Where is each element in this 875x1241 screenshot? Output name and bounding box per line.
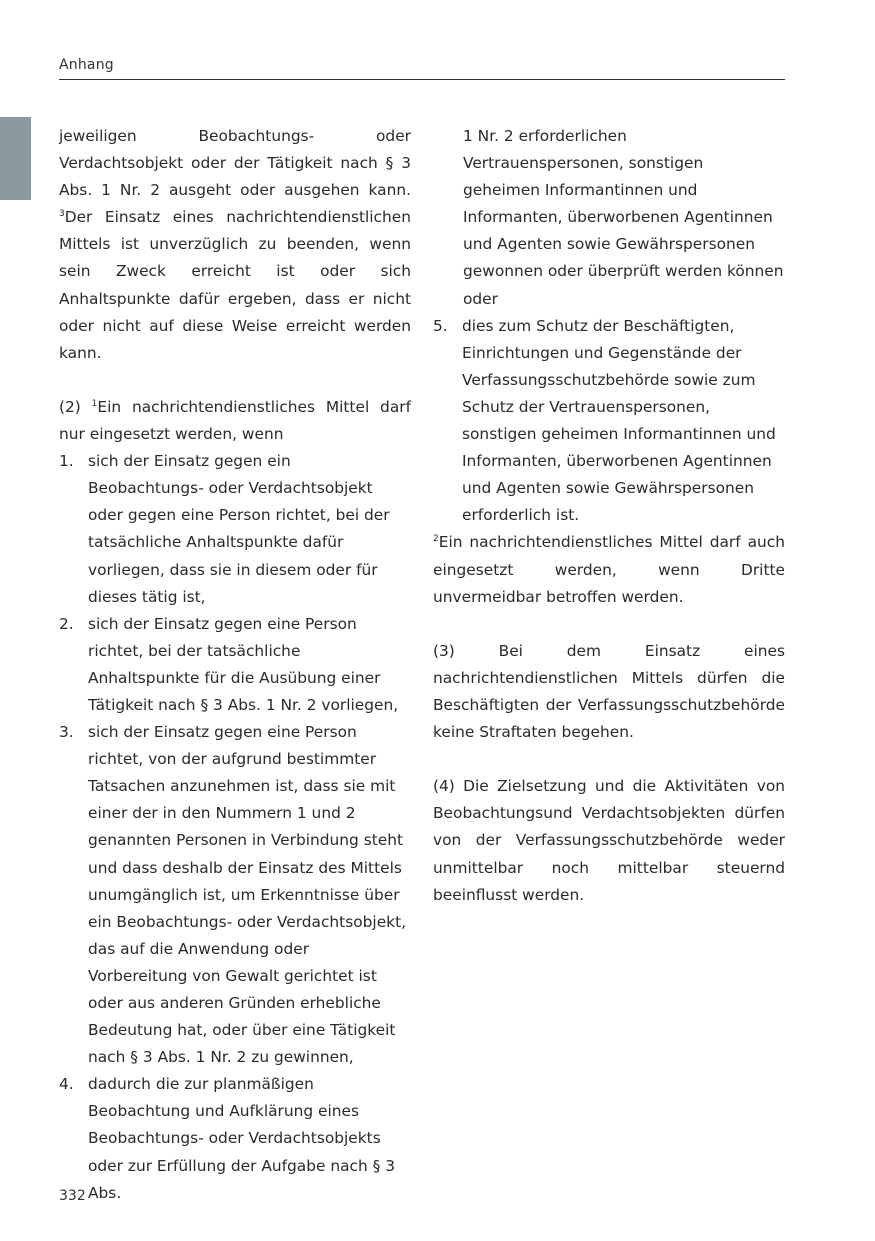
- text-segment: Ein nachrichtendienstliches Mittel darf auch eingesetzt werden, wenn Dritte unvermeidbar betroffen werden.: [433, 533, 785, 606]
- list-item: [59, 448, 411, 611]
- list-item-text: dies zum Schutz der Beschäftigten, Einrichtungen und Gegenstände der Verfassungsschutzbehörde sowie zum Schutz der Vertrauenspersonen, sonstigen geheimen Informantinnen und Informanten, überworbenen Agentinnen und Agenten sowie Gewährspersonen erforderlich ist.: [462, 316, 776, 525]
- list-item: [59, 611, 411, 719]
- paragraph-2-intro: [59, 394, 411, 448]
- paragraph-3: (3) Bei dem Einsatz eines nachrichtendienstlichen Mittels dürfen die Beschäftigten der Verfassungsschutzbehörde keine Straftaten begehen.: [433, 641, 785, 742]
- list-item-number: 2.: [59, 614, 74, 633]
- paragraph-gap: [433, 611, 785, 638]
- section-title: Anhang: [59, 57, 114, 73]
- page-number: 332: [59, 1188, 86, 1204]
- text-segment: Der Einsatz eines nachrichtendienstlichen Mittels ist unverzüglich zu beenden, wenn sein Zweck erreicht ist oder sich Anhaltspunkte dafür ergeben, dass er nicht oder nicht auf diese Weise erreicht werden kann.: [59, 208, 411, 362]
- page-header: [59, 56, 785, 74]
- sentence-2: [433, 529, 785, 610]
- sentence-number: 2: [433, 534, 439, 545]
- header-divider: [59, 79, 785, 80]
- list-item-text: sich der Einsatz gegen eine Person richtet, von der aufgrund bestimmter Tatsachen anzunehmen ist, dass sie mit einer der in den Nummern 1 und 2 genannten Personen in Verbindung steht und dass deshalb der Einsatz des Mittels unumgänglich ist, um Erkenntnisse über ein Beobachtungs- oder Verdachtsobjekt, das auf die Anwendung oder Vorbereitung von Gewalt gerichtet ist oder aus anderen Gründen erhebliche Bedeutung hat, oder über eine Tätigkeit nach § 3 Abs. 1 Nr. 2 zu gewinnen,: [88, 723, 407, 1067]
- list-item-text: dadurch die zur planmäßigen Beobachtung und Aufklärung eines Beobachtungs- oder Verdachtsobjekts oder zur Erfüllung der Aufgabe nach § 3 Abs.: [88, 1075, 396, 1202]
- chapter-tab-marker: [0, 117, 31, 200]
- paragraph-gap: [59, 367, 411, 394]
- sentence-number: 1: [91, 398, 98, 409]
- list-item: [59, 1071, 411, 1206]
- right-column: [433, 123, 785, 909]
- paragraph-gap: [433, 746, 785, 773]
- list-item: [433, 313, 785, 530]
- list-item-number: 5.: [433, 316, 448, 335]
- list-item-continuation: 1 Nr. 2 erforderlichen Vertrauenspersonen, sonstigen geheimen Informantinnen und Informanten, überworbenen Agentinnen und Agenten sowie Gewährspersonen gewonnen oder überprüft werden können oder: [463, 127, 784, 308]
- list-item-number: 4.: [59, 1075, 74, 1094]
- left-column: [59, 123, 411, 1207]
- paragraph-continuation: [59, 123, 411, 367]
- sentence-number: 3: [59, 209, 65, 220]
- paragraph-4: (4) Die Zielsetzung und die Aktivitäten von Beobachtungsund Verdachtsobjekten dürfen von der Verfassungsschutzbehörde weder unmittelbar noch mittelbar steuernd beeinflusst werden.: [433, 777, 785, 904]
- list-item-number: 3.: [59, 723, 74, 742]
- list-item-text: sich der Einsatz gegen eine Person richtet, bei der tatsächliche Anhaltspunkte für die Ausübung einer Tätigkeit nach § 3 Abs. 1 Nr. 2 vorliegen,: [88, 614, 399, 714]
- text-segment: Ein nachrichtendienstliches Mittel darf nur eingesetzt werden, wenn: [59, 397, 411, 444]
- list-item: [59, 719, 411, 1071]
- paragraph-number: (2): [59, 397, 92, 416]
- list-item-number: 1.: [59, 452, 74, 471]
- list-item-text: sich der Einsatz gegen ein Beobachtungs- oder Verdachtsobjekt oder gegen eine Person richtet, bei der tatsächliche Anhaltspunkte dafür vorliegen, dass sie in diesem oder für dieses tätig ist,: [88, 452, 390, 606]
- text-segment: jeweiligen Beobachtungs- oder Verdachtsobjekt oder der Tätigkeit nach § 3 Abs. 1 Nr. 2 ausgeht oder ausgehen kann.: [59, 127, 411, 200]
